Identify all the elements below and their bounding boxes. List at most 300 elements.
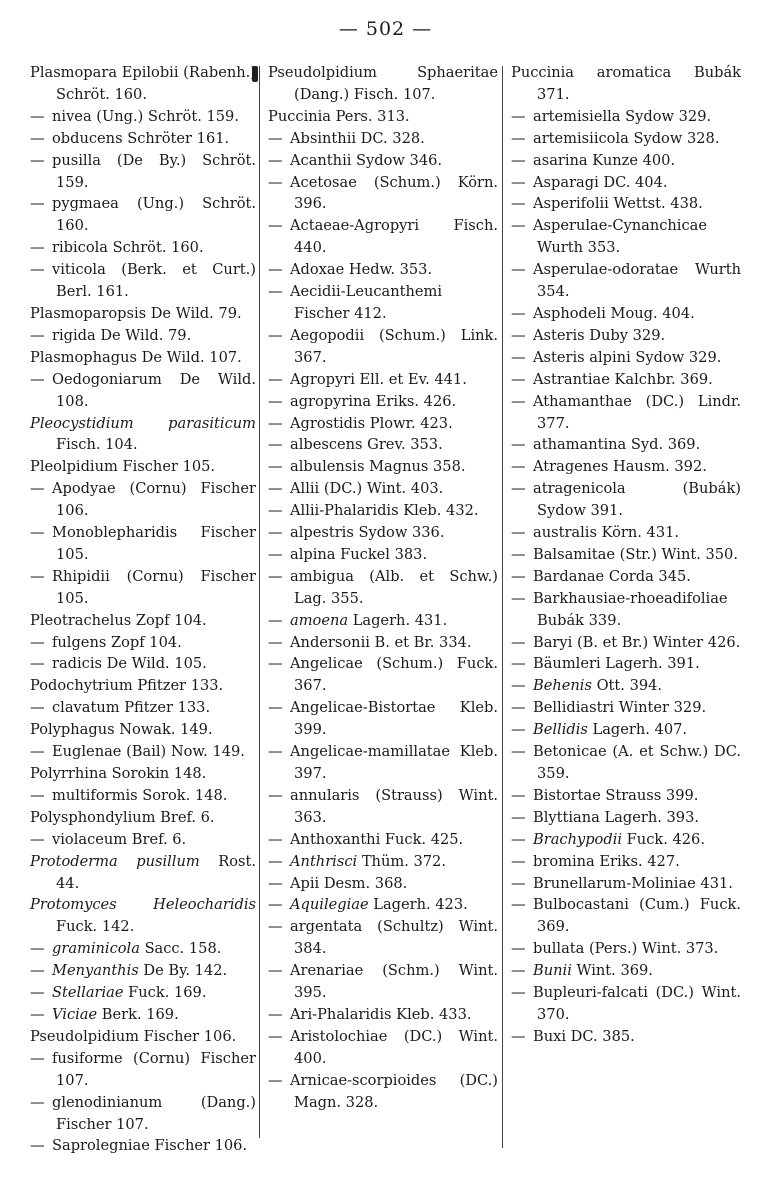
entry-text: Fuck. 169. (128, 984, 207, 1002)
ditto-dash: — (30, 567, 45, 585)
index-entry (268, 128, 498, 150)
entry-text: Lagerh. 407. (592, 721, 688, 739)
index-entry (30, 106, 256, 128)
entry-text: Asphodeli Moug. 404. (533, 304, 695, 322)
entry-text: Ari-Phalaridis Kleb. 433. (290, 1005, 472, 1023)
entry-text: Adoxae Hedw. 353. (290, 261, 433, 279)
entry-text: Aegopodii (Schum.) Link. 367. (290, 326, 498, 366)
index-entry (511, 741, 741, 785)
entry-text: alpestris Sydow 336. (290, 524, 445, 542)
index-entry (511, 719, 741, 741)
ditto-dash: — (268, 699, 283, 717)
ditto-dash: — (30, 1093, 45, 1111)
index-entry (30, 369, 256, 413)
index-entry (511, 325, 741, 347)
entry-text: nivea (Ung.) Schröt. 159. (52, 107, 239, 125)
entry-text: Asteris Duby 329. (533, 326, 666, 344)
index-entry (268, 478, 498, 500)
entry-text: Fuck. 426. (626, 830, 705, 848)
entry-text: Athamanthae (DC.) Lindr. 377. (533, 392, 741, 432)
index-entry (511, 632, 741, 654)
entry-text: bromina Eriks. 427. (533, 852, 680, 870)
index-entry (268, 829, 498, 851)
index-entry (268, 785, 498, 829)
index-entry (268, 610, 498, 632)
index-entry (30, 697, 256, 719)
index-entry (511, 873, 741, 895)
index-entry (268, 544, 498, 566)
ditto-dash: — (268, 962, 283, 980)
index-entry (30, 785, 256, 807)
ditto-dash: — (268, 524, 283, 542)
ditto-dash: — (30, 151, 45, 169)
index-entry (30, 1135, 256, 1157)
ditto-dash: — (268, 830, 283, 848)
ditto-dash: — (30, 633, 45, 651)
ditto-dash: — (30, 830, 45, 848)
entry-text: Ott. 394. (596, 677, 663, 695)
entry-text: asarina Kunze 400. (533, 151, 676, 169)
index-entry (268, 369, 498, 391)
ditto-dash: — (268, 1005, 283, 1023)
entry-italic-name: Menyanthis (52, 962, 139, 980)
ditto-dash: — (30, 1005, 45, 1023)
ditto-dash: — (268, 611, 283, 629)
ditto-dash: — (30, 655, 45, 673)
entry-text: Actaeae-Agropyri Fisch. 440. (290, 217, 498, 257)
entry-text: Puccinia Pers. 313. (268, 107, 410, 125)
entry-text: violaceum Bref. 6. (52, 830, 187, 848)
index-entry (268, 500, 498, 522)
entry-text: Angelicae-mamillatae Kleb. 397. (290, 743, 498, 782)
entry-text: Arenariae (Schm.) Wint. 395. (290, 962, 498, 1002)
entry-text: Euglenae (Bail) Now. 149. (52, 743, 245, 761)
entry-text: bullata (Pers.) Wint. 373. (533, 940, 719, 958)
ditto-dash: — (30, 107, 45, 125)
ditto-dash: — (30, 524, 45, 542)
ditto-dash: — (511, 392, 526, 410)
entry-text: Asparagi DC. 404. (533, 173, 668, 191)
entry-text: Baryi (B. et Br.) Winter 426. (533, 633, 741, 651)
index-entry (30, 456, 256, 478)
index-entry (511, 391, 741, 435)
entry-italic-name: Stellariae (52, 984, 124, 1002)
ditto-dash: — (511, 721, 526, 739)
index-entry (511, 544, 741, 566)
index-entry (30, 719, 256, 741)
entry-text: Pleolpidium Fischer 105. (30, 458, 216, 476)
index-entry (511, 434, 741, 456)
index-entry (30, 1092, 256, 1136)
entry-text: Rost. 44. (56, 852, 256, 892)
ditto-dash: — (30, 743, 45, 761)
ditto-dash: — (268, 918, 283, 936)
index-entry (30, 62, 256, 106)
index-entry (30, 610, 256, 632)
entry-text: Oedogoniarum De Wild. 108. (52, 370, 256, 410)
ditto-dash: — (30, 195, 45, 213)
entry-text: Rhipidii (Cornu) Fischer 105. (52, 567, 256, 607)
entry-text: fulgens Zopf 104. (52, 633, 182, 651)
entry-text: Atragenes Hausm. 392. (533, 458, 707, 476)
entry-text: obducens Schröter 161. (52, 129, 230, 147)
index-column-3 (511, 62, 741, 1048)
ditto-dash: — (30, 962, 45, 980)
index-entry (30, 128, 256, 150)
index-entry (268, 215, 498, 259)
index-entry (268, 281, 498, 325)
ditto-dash: — (268, 217, 283, 235)
ditto-dash: — (268, 896, 283, 914)
ditto-dash: — (30, 239, 45, 257)
entry-text: annularis (Strauss) Wint. 363. (290, 786, 498, 826)
index-entry (30, 894, 256, 938)
index-entry (30, 325, 256, 347)
entry-text: Angelicae (Schum.) Fuck. 367. (290, 655, 498, 695)
ditto-dash: — (30, 786, 45, 804)
index-entry (268, 325, 498, 369)
ditto-dash: — (511, 173, 526, 191)
index-entry (268, 62, 498, 106)
index-entry (511, 675, 741, 697)
ditto-dash: — (511, 743, 526, 761)
entry-text: multiformis Sorok. 148. (52, 786, 228, 804)
index-entry (268, 413, 498, 435)
entry-text: Pseudolpidium Fischer 106. (30, 1027, 237, 1045)
entry-text: Aecidii-Leucanthemi Fischer 412. (290, 283, 443, 322)
entry-italic-name: Viciae (52, 1005, 98, 1023)
index-entry (511, 785, 741, 807)
entry-text: australis Körn. 431. (533, 524, 680, 542)
entry-text: viticola (Berk. et Curt.) Berl. 161. (52, 261, 256, 301)
entry-text: Astrantiae Kalchbr. 369. (533, 370, 713, 388)
ditto-dash: — (511, 348, 526, 366)
entry-text: Podochytrium Pfitzer 133. (30, 677, 224, 695)
index-entry (268, 894, 498, 916)
index-entry (268, 851, 498, 873)
ditto-dash: — (268, 874, 283, 892)
entry-text: Agropyri Ell. et Ev. 441. (290, 370, 467, 388)
index-entry (511, 1026, 741, 1048)
index-entry (30, 763, 256, 785)
entry-text: Lagerh. 431. (352, 611, 448, 629)
entry-italic-name: graminicola (52, 940, 140, 958)
index-entry (30, 938, 256, 960)
entry-italic-name: Protomyces Heleocharidis (30, 896, 256, 914)
index-entry (511, 215, 741, 259)
ditto-dash: — (268, 786, 283, 804)
ditto-dash: — (268, 852, 283, 870)
index-entry (30, 675, 256, 697)
entry-text: Barkhausiae-rhoeadifoliae Bubák 339. (533, 589, 728, 629)
ditto-dash: — (511, 436, 526, 454)
ditto-dash: — (511, 217, 526, 235)
index-entry (511, 894, 741, 938)
index-entry (511, 960, 741, 982)
index-entry (30, 807, 256, 829)
entry-text: Polysphondylium Bref. 6. (30, 808, 215, 826)
index-column-2 (268, 62, 498, 1114)
index-entry (511, 106, 741, 128)
index-entry (268, 106, 498, 128)
ditto-dash: — (511, 326, 526, 344)
index-entry (30, 1048, 256, 1092)
entry-text: albescens Grev. 353. (290, 436, 443, 454)
index-entry (511, 478, 741, 522)
index-entry (30, 1004, 256, 1026)
index-entry (511, 303, 741, 325)
entry-text: Wint. 369. (576, 962, 653, 980)
ditto-dash: — (268, 436, 283, 454)
index-entry (268, 653, 498, 697)
index-entry (268, 391, 498, 413)
entry-text: Lagerh. 423. (373, 896, 468, 914)
ditto-dash: — (268, 1027, 283, 1045)
entry-text: Asperifolii Wettst. 438. (533, 195, 703, 213)
ditto-dash: — (511, 655, 526, 673)
ditto-dash: — (511, 852, 526, 870)
ditto-dash: — (30, 129, 45, 147)
entry-text: Buxi DC. 385. (533, 1027, 635, 1045)
ditto-dash: — (511, 524, 526, 542)
index-entry (511, 653, 741, 675)
entry-text: Blyttiana Lagerh. 393. (533, 808, 699, 826)
entry-text: ambigua (Alb. et Schw.) Lag. 355. (290, 567, 498, 607)
entry-text: athamantina Syd. 369. (533, 436, 701, 454)
ditto-dash: — (30, 940, 45, 958)
entry-text: Monoblepharidis Fischer 105. (52, 524, 256, 563)
entry-text: Apii Desm. 368. (290, 874, 408, 892)
index-column-1 (30, 62, 256, 1157)
index-entry (511, 807, 741, 829)
index-entry (268, 456, 498, 478)
index-entry (268, 1026, 498, 1070)
entry-text: Arnicae-scorpioides (DC.) Magn. 328. (290, 1071, 498, 1111)
page-number: — 502 — (338, 18, 433, 40)
ditto-dash: — (511, 545, 526, 563)
index-entry (30, 566, 256, 610)
ditto-dash: — (511, 940, 526, 958)
entry-text: radicis De Wild. 105. (52, 655, 207, 673)
entry-text: Agrostidis Plowr. 423. (290, 414, 453, 432)
ditto-dash: — (268, 655, 283, 673)
index-entry (30, 1026, 256, 1048)
entry-text: albulensis Magnus 358. (290, 458, 466, 476)
ditto-dash: — (30, 699, 45, 717)
ditto-dash: — (511, 984, 526, 1002)
index-entry (30, 413, 256, 457)
index-entry (30, 522, 256, 566)
ditto-dash: — (511, 129, 526, 147)
index-entry (30, 982, 256, 1004)
entry-text: atragenicola (Bubák) Sydow 391. (533, 480, 741, 520)
entry-text: Angelicae-Bistortae Kleb. 399. (290, 699, 498, 739)
entry-text: Asperulae-odoratae Wurth 354. (533, 261, 741, 301)
entry-text: Sacc. 158. (144, 940, 222, 958)
ditto-dash: — (268, 283, 283, 301)
entry-text: Acetosae (Schum.) Körn. 396. (290, 173, 498, 213)
index-entry (268, 566, 498, 610)
entry-text: Allii-Phalaridis Kleb. 432. (290, 502, 479, 520)
ditto-dash: — (511, 633, 526, 651)
entry-text: Brunellarum-Moliniae 431. (533, 874, 733, 892)
ditto-dash: — (511, 567, 526, 585)
entry-text: Saprolegniae Fischer 106. (52, 1137, 248, 1155)
ditto-dash: — (268, 414, 283, 432)
entry-text: Plasmoparopsis De Wild. 79. (30, 304, 242, 322)
entry-text: Asperulae-Cynanchicae Wurth 353. (533, 217, 707, 257)
index-entry (511, 369, 741, 391)
ditto-dash: — (511, 107, 526, 125)
index-entry (268, 150, 498, 172)
ditto-dash: — (30, 984, 45, 1002)
index-entry (511, 193, 741, 215)
entry-text: clavatum Pfitzer 133. (52, 699, 211, 717)
entry-text: Absinthii DC. 328. (290, 129, 425, 147)
ditto-dash: — (268, 633, 283, 651)
ditto-dash: — (511, 261, 526, 279)
index-entry (268, 741, 498, 785)
entry-text: Fisch. 104. (56, 436, 138, 454)
entry-text: Andersonii B. et Br. 334. (290, 633, 472, 651)
entry-italic-name: Anthrisci (290, 852, 358, 870)
entry-italic-name: Pleocystidium parasiticum (30, 414, 256, 432)
column-divider (502, 66, 503, 1148)
ditto-dash: — (268, 1071, 283, 1089)
entry-italic-name: Bellidis (533, 721, 588, 739)
entry-text: alpina Fuckel 383. (290, 545, 428, 563)
index-entry (511, 150, 741, 172)
index-entry (268, 522, 498, 544)
ditto-dash: — (268, 458, 283, 476)
ditto-dash: — (268, 173, 283, 191)
entry-text: rigida De Wild. 79. (52, 326, 192, 344)
entry-text: Asteris alpini Sydow 329. (533, 348, 722, 366)
index-entry (511, 347, 741, 369)
ditto-dash: — (30, 261, 45, 279)
ditto-dash: — (268, 326, 283, 344)
entry-italic-name: Brachypodii (533, 830, 623, 848)
index-entry (511, 829, 741, 851)
index-entry (268, 873, 498, 895)
index-entry (511, 851, 741, 873)
index-entry (268, 916, 498, 960)
index-entry (30, 829, 256, 851)
ditto-dash: — (511, 1027, 526, 1045)
entry-text: Bäumleri Lagerh. 391. (533, 655, 700, 673)
index-entry (268, 1070, 498, 1114)
index-entry (511, 697, 741, 719)
entry-text: Puccinia aromatica Bubák 371. (511, 64, 741, 103)
ditto-dash: — (511, 896, 526, 914)
index-entry (268, 172, 498, 216)
ditto-dash: — (511, 370, 526, 388)
entry-italic-name: Behenis (533, 677, 592, 695)
index-entry (30, 347, 256, 369)
ditto-dash: — (268, 480, 283, 498)
ditto-dash: — (30, 480, 45, 498)
index-entry (511, 456, 741, 478)
index-entry (30, 851, 256, 895)
ditto-dash: — (30, 1137, 45, 1155)
entry-text: agropyrina Eriks. 426. (290, 392, 457, 410)
entry-text: argentata (Schultz) Wint. 384. (290, 918, 498, 958)
entry-text: Balsamitae (Str.) Wint. 350. (533, 545, 738, 563)
entry-text: Berk. 169. (101, 1005, 179, 1023)
entry-text: Plasmopara Epilobii (Rabenh.) Schröt. 160. (30, 64, 256, 103)
ditto-dash: — (511, 830, 526, 848)
entry-text: Apodyae (Cornu) Fischer 106. (52, 480, 256, 520)
index-entry (30, 303, 256, 325)
index-entry (30, 653, 256, 675)
ditto-dash: — (511, 589, 526, 607)
index-entry (511, 128, 741, 150)
index-entry (511, 588, 741, 632)
ditto-dash: — (268, 392, 283, 410)
index-entry (30, 193, 256, 237)
entry-text: Aristolochiae (DC.) Wint. 400. (290, 1027, 498, 1067)
ditto-dash: — (268, 502, 283, 520)
entry-text: Polyrrhina Sorokin 148. (30, 765, 207, 782)
index-entry (511, 982, 741, 1026)
entry-text: glenodinianum (Dang.) Fischer 107. (52, 1093, 256, 1133)
entry-text: Fuck. 142. (56, 918, 135, 936)
index-entry (511, 566, 741, 588)
entry-text: Thüm. 372. (361, 852, 446, 870)
entry-text: artemisiella Sydow 329. (533, 107, 712, 125)
entry-text: Acanthii Sydow 346. (290, 151, 443, 169)
entry-italic-name: Protoderma pusillum (30, 852, 200, 870)
index-entry (511, 938, 741, 960)
index-entry (30, 150, 256, 194)
ditto-dash: — (511, 480, 526, 498)
ditto-dash: — (30, 370, 45, 388)
index-entry (30, 632, 256, 654)
index-entry (511, 522, 741, 544)
entry-text: Bistortae Strauss 399. (533, 786, 699, 804)
entry-text: ribicola Schröt. 160. (52, 239, 204, 257)
ditto-dash: — (268, 151, 283, 169)
index-entry (268, 1004, 498, 1026)
index-entry (30, 960, 256, 982)
entry-text: Bellidiastri Winter 329. (533, 699, 707, 717)
ditto-dash: — (511, 195, 526, 213)
entry-text: fusiforme (Cornu) Fischer 107. (52, 1049, 256, 1089)
index-entry (511, 62, 741, 106)
index-entry (268, 960, 498, 1004)
entry-text: Allii (DC.) Wint. 403. (290, 480, 444, 498)
entry-text: pusilla (De By.) Schröt. 159. (52, 151, 256, 191)
entry-text: Betonicae (A. et Schw.) DC. 359. (533, 743, 741, 782)
index-entry (30, 259, 256, 303)
ditto-dash: — (511, 874, 526, 892)
entry-text: Bulbocastani (Cum.) Fuck. 369. (533, 896, 741, 936)
ditto-dash: — (511, 962, 526, 980)
ditto-dash: — (268, 567, 283, 585)
entry-italic-name: amoena (290, 611, 349, 629)
index-entry (268, 632, 498, 654)
ditto-dash: — (268, 129, 283, 147)
ditto-dash: — (511, 677, 526, 695)
entry-italic-name: Aquilegiae (290, 896, 369, 914)
ditto-dash: — (268, 545, 283, 563)
ditto-dash: — (511, 786, 526, 804)
index-entry (30, 478, 256, 522)
entry-text: Bupleuri-falcati (DC.) Wint. 370. (533, 984, 741, 1023)
entry-text: artemisiicola Sydow 328. (533, 129, 720, 147)
index-entry (30, 741, 256, 763)
index-entry (511, 172, 741, 194)
